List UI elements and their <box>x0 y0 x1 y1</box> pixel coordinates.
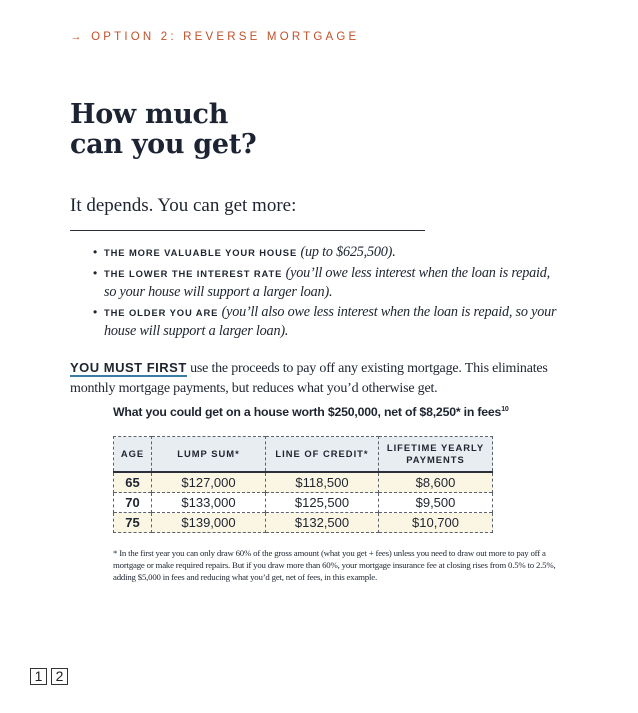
cell-lifetime-payments: $10,700 <box>379 513 493 533</box>
cell-age: 70 <box>114 493 152 513</box>
header-line-of-credit: LINE OF CREDIT* <box>266 437 379 473</box>
must-first-paragraph <box>70 358 570 399</box>
section-label <box>70 31 359 43</box>
footnote: * In the first year you can only draw 60% of the gross amount (what you get + fees) unless you need to draw out more to pay off a mortgage or make required repairs. But if you draw more than 60%, your mortgage insurance fee at closing rises from 0.5% to 2.5%, adding $5,000 in fees and reducing what you’d get, net of fees, in this example. <box>113 548 556 582</box>
cell-line-of-credit: $132,500 <box>266 513 379 533</box>
cell-age: 65 <box>114 472 152 493</box>
table-row <box>114 493 493 513</box>
bullet-lead: THE OLDER YOU ARE <box>104 307 219 318</box>
header-age: AGE <box>114 437 152 473</box>
cell-lump-sum: $127,000 <box>152 472 266 493</box>
page-number[interactable]: 1 <box>30 668 47 685</box>
header-lifetime-payments: LIFETIME YEARLY PAYMENTS <box>379 437 493 473</box>
list-item <box>104 264 564 301</box>
divider <box>70 230 425 231</box>
bullet-text: (up to $625,500). <box>297 244 396 260</box>
table-header-row <box>114 437 493 473</box>
subheading: It depends. You can get more: <box>70 195 297 216</box>
cell-lump-sum: $139,000 <box>152 513 266 533</box>
table-row <box>114 513 493 533</box>
section-label-text: OPTION 2: REVERSE MORTGAGE <box>91 31 360 43</box>
page-title <box>70 100 256 160</box>
title-line-1: How much <box>70 99 229 130</box>
table-row <box>114 472 493 493</box>
payout-table <box>113 436 493 533</box>
page-number[interactable]: 2 <box>51 668 68 685</box>
table-caption-text: What you could get on a house worth $250,000, net of $8,250* in fees <box>113 405 502 419</box>
arrow-right-icon: → <box>70 31 85 43</box>
cell-lifetime-payments: $9,500 <box>379 493 493 513</box>
bullet-lead: THE LOWER THE INTEREST RATE <box>104 268 283 279</box>
cell-line-of-credit: $118,500 <box>266 472 379 493</box>
header-lump-sum: LUMP SUM* <box>152 437 266 473</box>
bullet-lead: THE MORE VALUABLE YOUR HOUSE <box>104 247 298 258</box>
list-item <box>104 243 564 262</box>
cell-lump-sum: $133,000 <box>152 493 266 513</box>
footnote-ref: 10 <box>501 405 509 413</box>
must-first-label: YOU MUST FIRST <box>70 360 187 375</box>
factor-list <box>104 243 564 342</box>
must-first-text: use the proceeds to pay off any existing mortgage. This eliminates monthly mortgage payments, but reduces what you’d otherwise get. <box>70 361 548 396</box>
title-line-2: can you get? <box>70 129 257 160</box>
bullet-text: (you’ll owe less interest when the loan is repaid, so your house will support a larger loan). <box>104 265 551 300</box>
cell-lifetime-payments: $8,600 <box>379 472 493 493</box>
page-pagination <box>30 668 68 685</box>
table-caption <box>113 405 509 419</box>
list-item <box>104 303 564 340</box>
cell-age: 75 <box>114 513 152 533</box>
bullet-text: (you’ll also owe less interest when the loan is repaid, so your house will support a larger loan). <box>104 304 557 339</box>
cell-line-of-credit: $125,500 <box>266 493 379 513</box>
